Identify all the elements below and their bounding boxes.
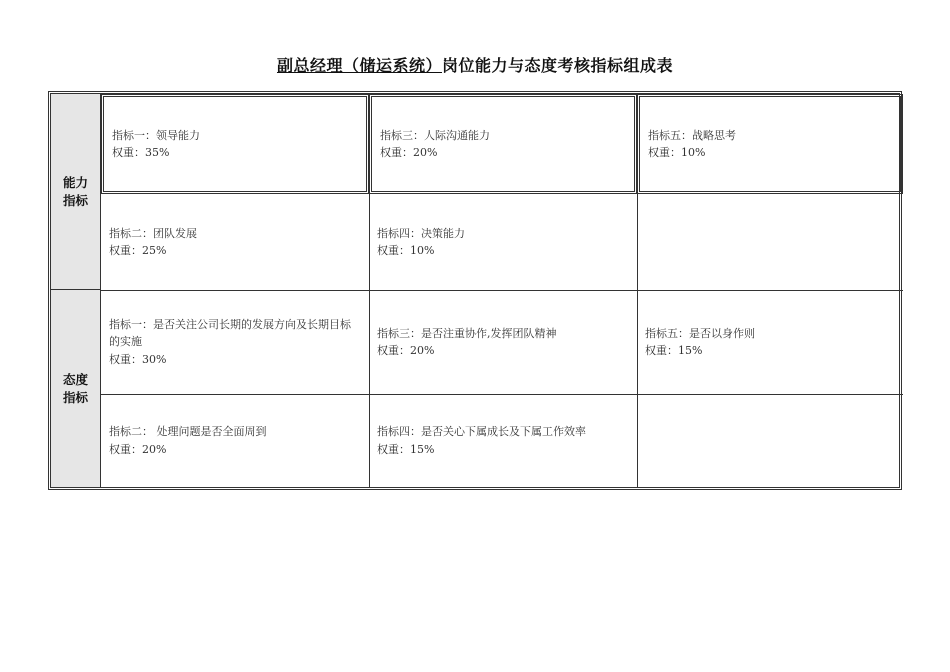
indicator-weight: 权重：10% (377, 244, 435, 257)
ability-indicator-3 (369, 94, 637, 194)
ability-indicator-5 (637, 94, 903, 194)
indicator-weight: 权重：20% (377, 344, 435, 357)
attitude-category-label-1: 态度 (62, 371, 88, 387)
attitude-category-cell (51, 290, 101, 487)
attitude-indicator-2 (101, 394, 369, 487)
indicator-weight: 权重：20% (109, 442, 167, 456)
row-divider (101, 394, 903, 395)
ability-indicator-1 (101, 94, 369, 194)
indicator-name: 指标二：团队发展 (109, 226, 197, 240)
indicator-weight: 权重：15% (645, 344, 703, 357)
indicator-weight: 权重：10% (648, 146, 706, 159)
indicator-name: 指标五：是否以身作则 (645, 326, 755, 340)
indicator-weight: 权重：20% (380, 146, 438, 159)
title-underlined-part: 副总经理（储运系统） (276, 56, 442, 75)
attitude-indicator-4 (369, 394, 637, 487)
indicator-name: 指标五：战略思考 (648, 128, 736, 142)
indicator-weight: 权重：15% (377, 442, 435, 456)
attitude-indicator-5 (637, 290, 903, 394)
ability-category-label-1: 能力 (62, 174, 88, 190)
attitude-indicator-3 (369, 290, 637, 394)
indicator-name: 指标一：领导能力 (112, 128, 200, 142)
attitude-indicator-1 (101, 290, 369, 394)
indicator-name: 指标三：人际沟通能力 (380, 128, 490, 142)
indicator-name: 指标四：决策能力 (377, 226, 465, 240)
indicator-name: 指标三：是否注重协作,发挥团队精神 (377, 326, 557, 340)
ability-indicator-2 (101, 194, 369, 290)
ability-category-label-2: 指标 (62, 192, 88, 208)
title-rest: 岗位能力与态度考核指标组成表 (442, 56, 674, 75)
indicator-weight: 权重：25% (109, 244, 167, 257)
indicator-table (48, 91, 902, 490)
column-divider-2 (637, 194, 638, 487)
ability-category-cell (51, 94, 101, 290)
column-divider-1 (369, 194, 370, 487)
ability-empty-cell (637, 194, 903, 290)
attitude-category-label-2: 指标 (62, 389, 88, 405)
section-divider (101, 290, 903, 291)
document-title (0, 53, 950, 76)
indicator-name: 指标一：是否关注公司长期的发展方向及长期目标的实施 (109, 317, 351, 349)
indicator-name: 指标四：是否关心下属成长及下属工作效率 (377, 425, 586, 438)
indicator-name: 指标二： 处理问题是否全面周到 (109, 425, 267, 438)
indicator-weight: 权重：30% (109, 352, 167, 366)
attitude-empty-cell (637, 394, 903, 487)
indicator-weight: 权重：35% (112, 146, 170, 159)
ability-indicator-4 (369, 194, 637, 290)
